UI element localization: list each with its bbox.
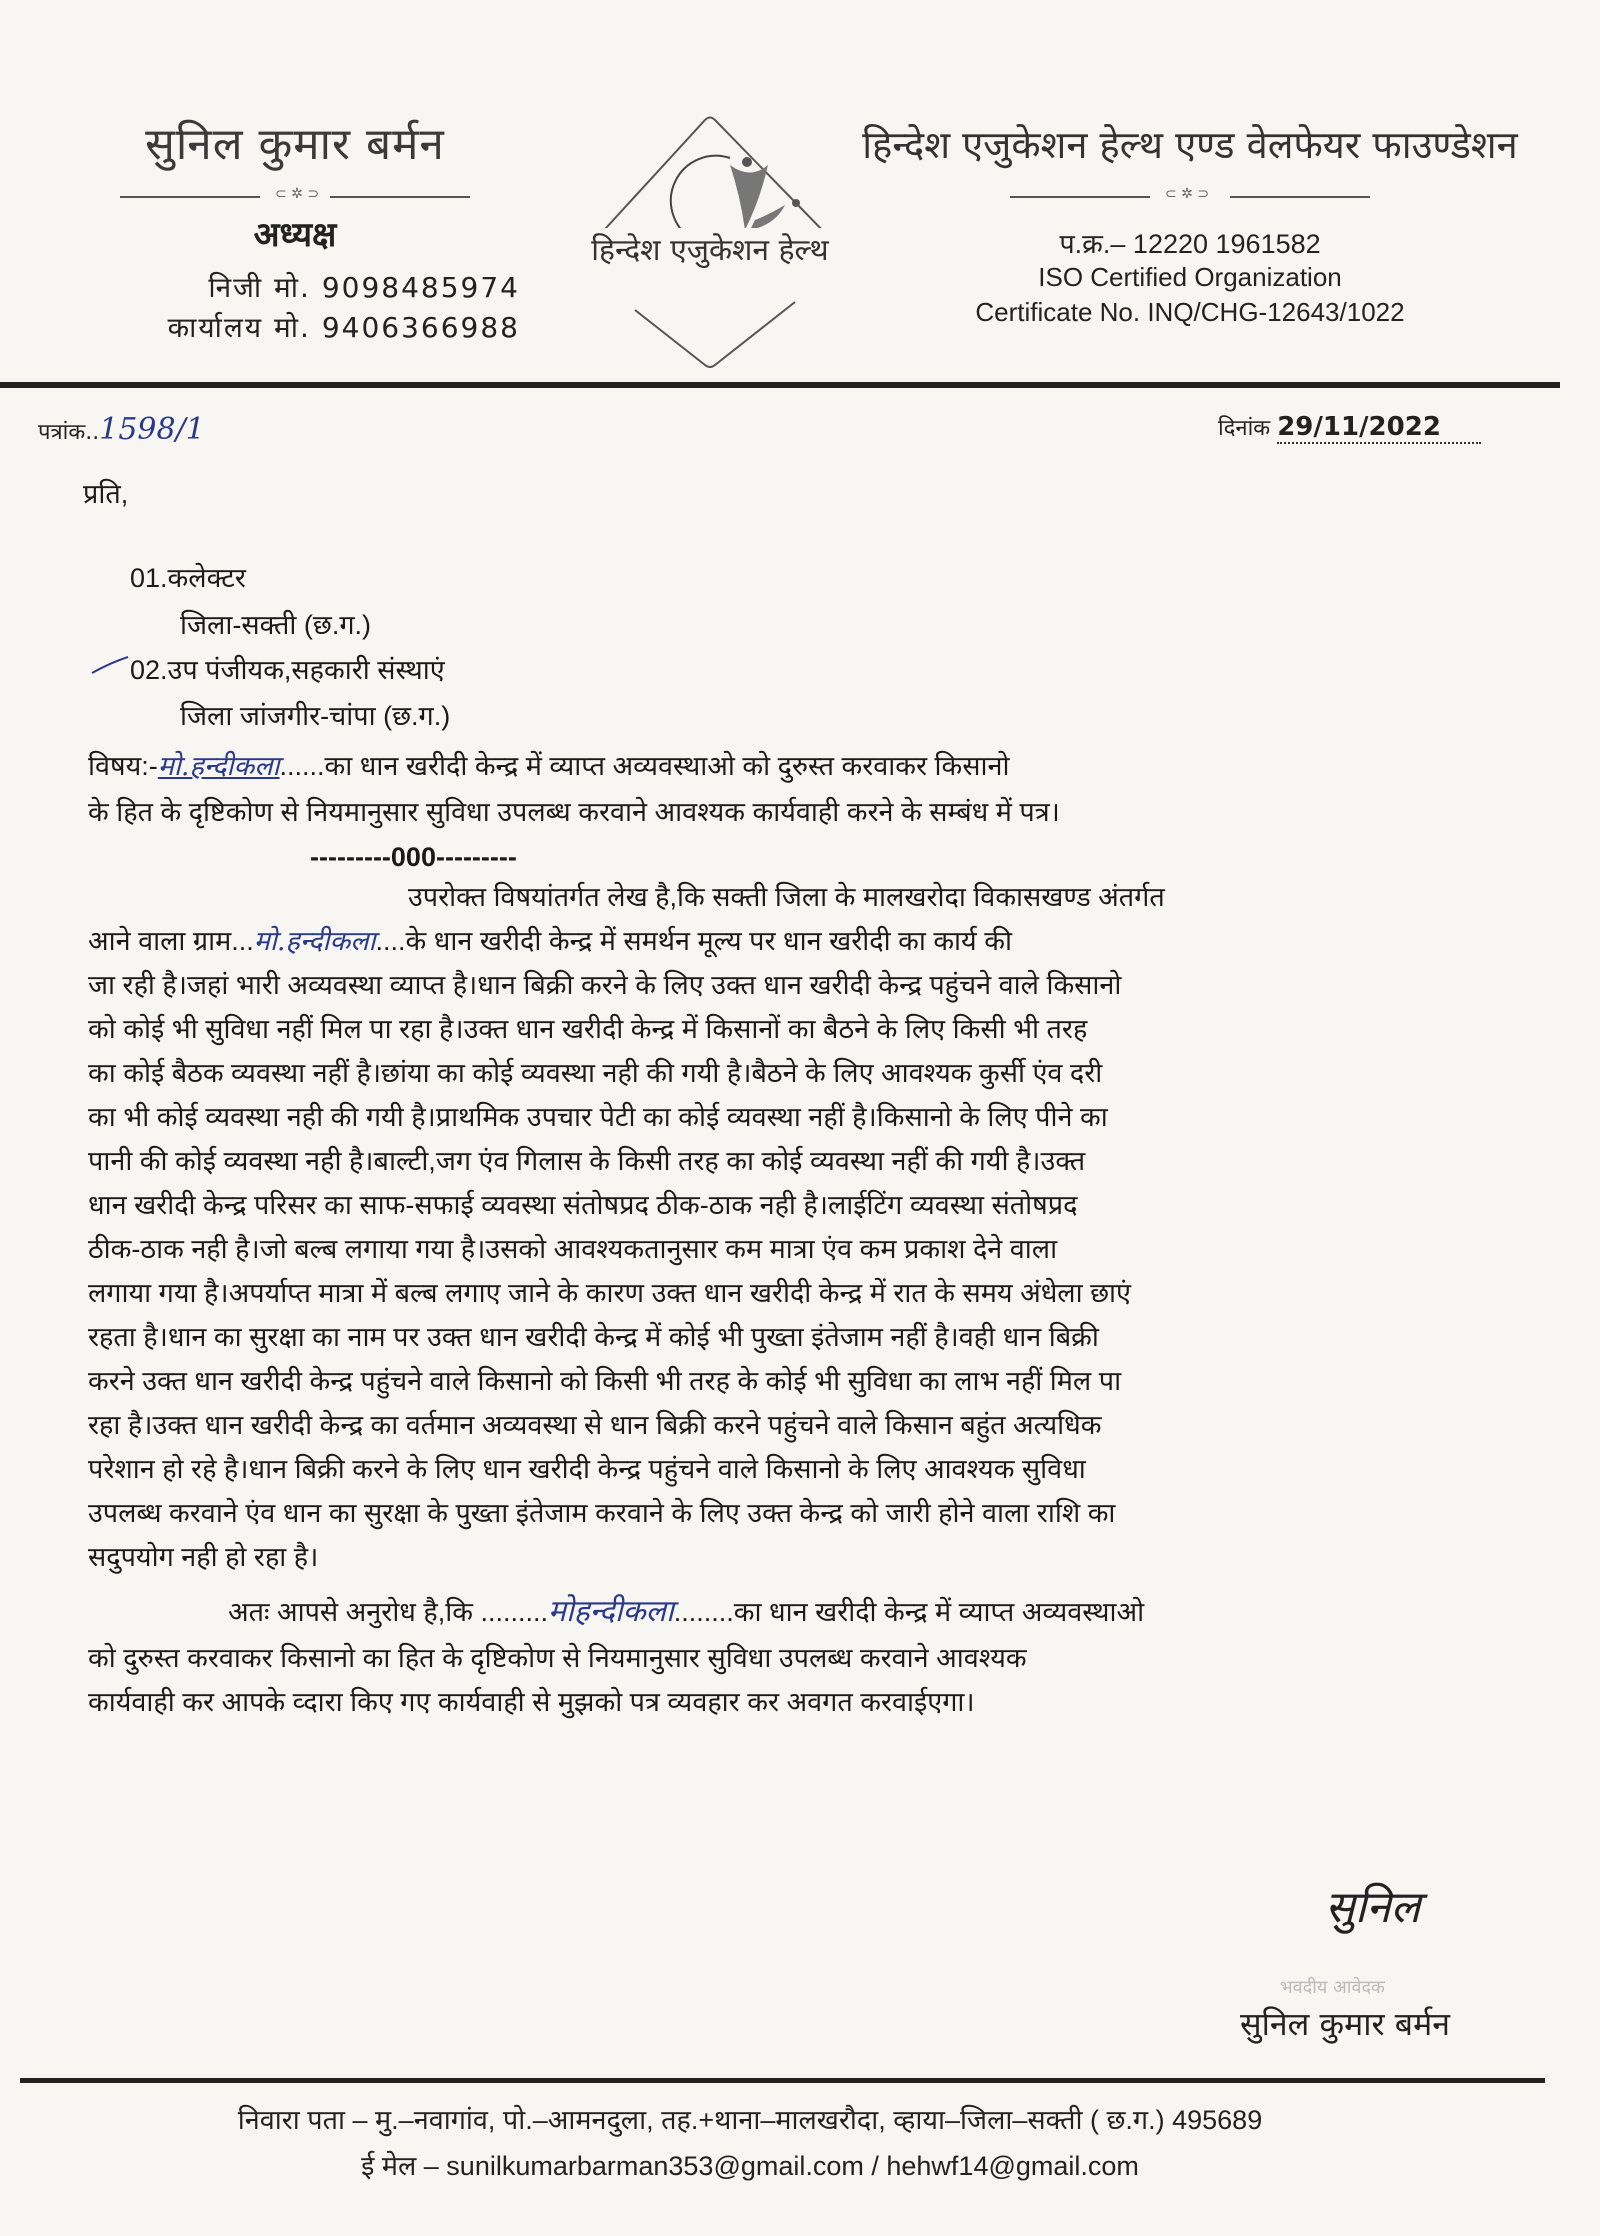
signature-faded-label: भवदीय आवेदक (1280, 1977, 1385, 1998)
body-line: का कोई बैठक व्यवस्था नहीं है।छांया का कोई व्यवस्था नही की गयी है।बैठने के लिए आवश्यक कुर्सी एंव दरी (88, 1058, 1103, 1088)
president-title: अध्यक्ष (253, 215, 337, 255)
subject-text: ......का धान खरीदी केन्द्र में व्याप्त अव्यवस्थाओ को दुरुस्त करवाकर किसानो (279, 751, 1010, 781)
subject-village-handwritten: मो.हन्दीकला (157, 751, 280, 782)
body-line: परेशान हो रहे है।धान बिक्री करने के लिए धान खरीदी केन्द्र पहुंचने वाले किसानो के लिए आवश्यक सुविधा (88, 1454, 1086, 1484)
body-line: रहता है।धान का सुरक्षा का नाम पर उक्त धान खरीदी केन्द्र में कोई भी पुख्ता इंतेजाम नहीं है।वही धान बिक्री (88, 1322, 1099, 1352)
iso-certified-label: ISO Certified Organization (1038, 262, 1342, 292)
request-line-3: कार्यवाही कर आपके व्दारा किए गए कार्यवाही से मुझको पत्र व्यवहार कर अवगत करवाईएगा। (88, 1687, 975, 1717)
request-prefix: अतः आपसे अनुरोध है,कि ......... (228, 1597, 548, 1627)
recipient-2-title: 02.उप पंजीयक,सहकारी संस्थाएं (130, 655, 445, 685)
separator: ---------000--------- (310, 842, 517, 872)
right-ornament-divider: ⊂ ✲ ⊃ (1010, 190, 1370, 204)
request-suffix: ........का धान खरीदी केन्द्र में व्याप्त अव्यवस्थाओ (673, 1597, 1145, 1627)
body-line: रहा है।उक्त धान खरीदी केन्द्र का वर्तमान अव्यवस्था से धान बिक्री करने पहुंचने वाले किसान बहुंत अत्यधिक (88, 1410, 1102, 1440)
subject-line-1 (88, 744, 1009, 789)
registration-number: प.क्र.– 12220 1961582 (1059, 229, 1321, 259)
personal-phone: निजी मो. 9098485974 (208, 271, 520, 304)
letter-date (1218, 412, 1481, 444)
body-line: सदुपयोग नही हो रहा है। (88, 1542, 319, 1572)
recipient-2-district: जिला जांजगीर-चांपा (छ.ग.) (180, 701, 451, 731)
reference-number: पत्रांक..1598/1 (38, 412, 205, 447)
village-suffix: ....के धान खरीदी केन्द्र में समर्थन मूल्य पर धान खरीदी का कार्य की (375, 926, 1012, 956)
body-line: करने उक्त धान खरीदी केन्द्र पहुंचने वाले किसानो को किसी भी तरह के कोई भी सुविधा का लाभ नहीं मिल पा (88, 1366, 1122, 1396)
footer-address: निवारा पता – मु.–नवागांव, पो.–आमनदुला, तह.+थाना–मालखरौदा, व्हाया–जिला–सक्ती ( छ.ग.) 495689 (237, 2105, 1263, 2135)
left-ornament-divider: ⊂ ✲ ⊃ (120, 190, 470, 204)
reference-label: पत्रांक (38, 420, 86, 445)
request-line (228, 1590, 1144, 1634)
request-line-2: को दुरुस्त करवाकर किसानो का हित के दृष्टिकोण से नियमानुसार सुविधा उपलब्ध करवाने आवश्यक (88, 1643, 1027, 1673)
body-first-line: उपरोक्त विषयांतर्गत लेख है,कि सक्ती जिला के मालखरोदा विकासखण्ड अंतर्गत (408, 882, 1165, 912)
body-line: को कोई भी सुविधा नहीं मिल पा रहा है।उक्त धान खरीदी केन्द्र में किसानों का बैठने के लिए किसी भी तरह (88, 1014, 1088, 1044)
body-line: का भी कोई व्यवस्था नही की गयी है।प्राथमिक उपचार पेटी का कोई व्यवस्था नहीं है।किसानो के लिए पीने का (88, 1102, 1108, 1132)
body-line: ठीक-ठाक नही है।जो बल्ब लगाया गया है।उसको आवश्यकतानुसार कम मात्रा एंव कम प्रकाश देने वाला (88, 1234, 1058, 1264)
header-rule (0, 382, 1560, 388)
body-line: धान खरीदी केन्द्र परिसर का साफ-सफाई व्यवस्था संतोषप्रद ठीक-ठाक नही है।लाईटिंग व्यवस्था संतोषप्रद (88, 1190, 1078, 1220)
date-label: दिनांक (1218, 416, 1271, 441)
office-phone: कार्यालय मो. 9406366988 (167, 311, 520, 344)
village-handwritten: मो.हन्दीकला (253, 926, 376, 957)
handwritten-signature: सुनिल (1325, 1882, 1421, 1933)
logo-caption: हिन्देश एजुकेशन हेल्थ (520, 228, 900, 269)
village-prefix: आने वाला ग्राम... (88, 926, 254, 956)
request-village-handwritten: मोहन्दीकला (548, 1594, 674, 1629)
recipient-1-title: 01.कलेक्टर (130, 563, 246, 593)
signatory-name: सुनिल कुमार बर्मन (1240, 2005, 1450, 2043)
footer-email: ई मेल – sunilkumarbarman353@gmail.com / hehwf14@gmail.com (361, 2151, 1139, 2181)
footer-rule (20, 2078, 1545, 2083)
body-line: जा रही है।जहां भारी अव्यवस्था व्याप्त है।धान बिक्री करने के लिए उक्त धान खरीदी केन्द्र पहुंचने वाले किसानो (88, 970, 1122, 1000)
tick-mark-icon (90, 655, 130, 675)
body-line: लगाया गया है।अपर्याप्त मात्रा में बल्ब लगाए जाने के कारण उक्त धान खरीदी केन्द्र में रात के समय अंधेला छाएं (88, 1278, 1131, 1308)
body-line: उपलब्ध करवाने एंव धान का सुरक्षा के पुख्ता इंतेजाम करवाने के लिए उक्त केन्द्र को जारी होने वाला राशि का (88, 1498, 1116, 1528)
organization-logo (540, 80, 880, 380)
salutation: प्रति, (83, 479, 129, 509)
body-village-line (88, 919, 1012, 964)
certificate-number: Certificate No. INQ/CHG-12643/1022 (975, 297, 1405, 327)
body-paragraph (88, 963, 1528, 1579)
recipient-1-district: जिला-सक्ती (छ.ग.) (180, 610, 372, 640)
subject-label: विषय:- (88, 751, 158, 781)
organization-name: हिन्देश एजुकेशन हेल्थ एण्ड वेलफेयर फाउण्डेशन (862, 123, 1518, 167)
reference-value: 1598/1 (99, 412, 205, 447)
president-name: सुनिल कुमार बर्मन (145, 119, 445, 170)
date-value: 29/11/2022 (1277, 412, 1481, 444)
body-line: पानी की कोई व्यवस्था नही है।बाल्टी,जग एंव गिलास के किसी तरह का कोई व्यवस्था नहीं की गयी है।उक्त (88, 1146, 1086, 1176)
subject-line-2: के हित के दृष्टिकोण से नियमानुसार सुविधा उपलब्ध करवाने आवश्यक कार्यवाही करने के सम्बंध में पत्र। (88, 797, 1060, 827)
